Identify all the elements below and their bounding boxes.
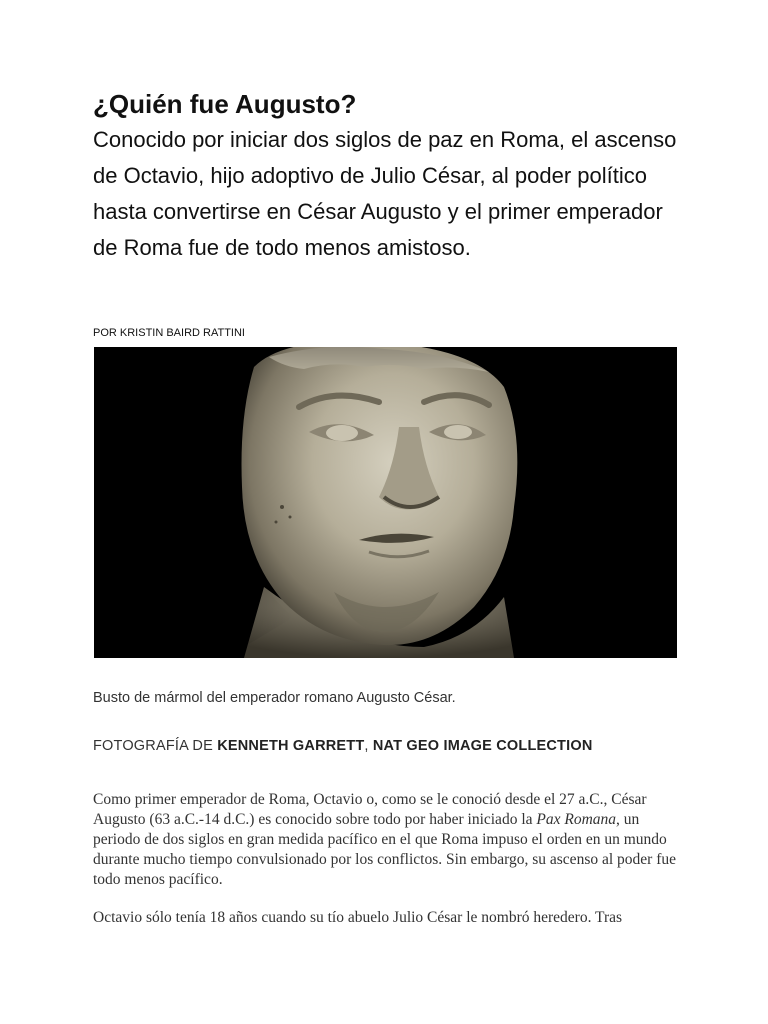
article-subtitle: Conocido por iniciar dos siglos de paz en Roma, el ascenso de Octavio, hijo adoptivo de Julio César, al poder político hasta convertirse en César Augusto y el primer emperador de Roma fue de todo menos amistoso. bbox=[93, 127, 677, 260]
author-byline: POR KRISTIN BAIRD RATTINI bbox=[93, 327, 245, 339]
photo-caption: Busto de mármol del emperador romano Augusto César. bbox=[93, 690, 456, 706]
credit-separator: , bbox=[364, 738, 373, 754]
credit-prefix: FOTOGRAFÍA DE bbox=[93, 738, 218, 754]
body-paragraph-1-end: , un periodo de dos siglos en gran medida pacífico en el que Roma impuso el orden en un mundo durante mucho tiempo convulsionado por los conflictos. Sin embargo, su ascenso al poder fue todo menos pacífico. bbox=[93, 811, 676, 888]
article-title: ¿Quién fue Augusto? bbox=[93, 89, 357, 119]
marble-bust-illustration bbox=[94, 347, 677, 658]
credit-collection[interactable]: NAT GEO IMAGE COLLECTION bbox=[372, 738, 593, 754]
bust-photo bbox=[94, 347, 677, 658]
body-paragraph-2: Octavio sólo tenía 18 años cuando su tío abuelo Julio César le nombró heredero. Tras bbox=[93, 909, 623, 926]
photo-credit bbox=[93, 736, 593, 756]
pax-romana-term: Pax Romana bbox=[536, 811, 617, 828]
credit-photographer[interactable]: KENNETH GARRETT bbox=[217, 738, 365, 754]
body-paragraph-1 bbox=[93, 790, 683, 890]
body-paragraph-1-start: Como primer emperador de Roma, Octavio o, como se le conoció desde el 27 a.C., César Augusto (63 a.C.-14 d.C.) es conocido sobre todo por haber iniciado la bbox=[93, 791, 647, 828]
